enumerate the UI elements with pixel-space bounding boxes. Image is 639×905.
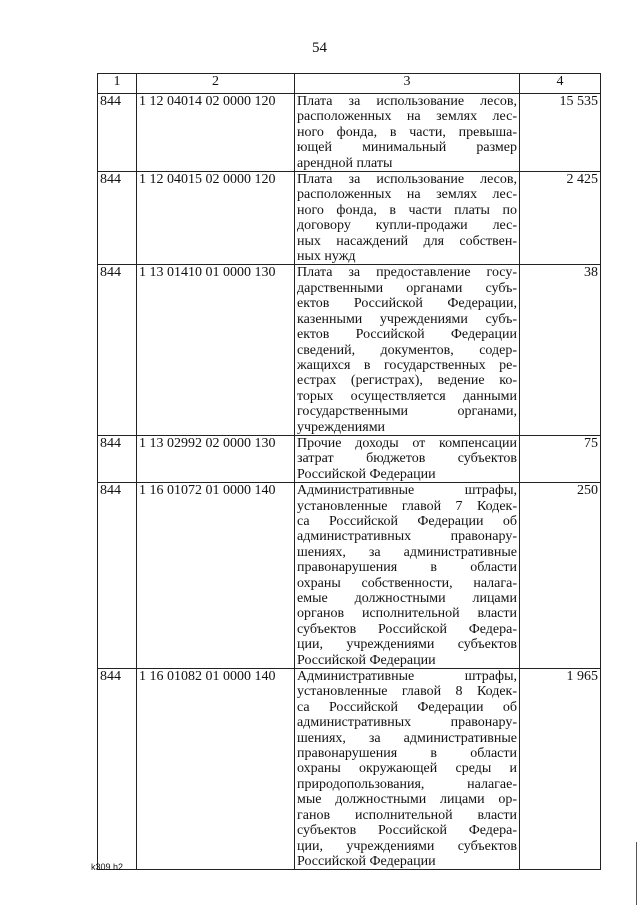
table-row xyxy=(98,172,601,265)
description-line: природопользования, налагае- xyxy=(297,776,517,792)
revenue-description-cell xyxy=(295,265,520,435)
description-line: ного фонда, в части платы по xyxy=(297,202,517,218)
table-body xyxy=(98,94,601,870)
budget-classification-code-cell: 1 12 04014 02 0000 120 xyxy=(137,94,295,172)
description-line: ного фонда, в части, превыша- xyxy=(297,124,517,140)
table-row xyxy=(98,94,601,172)
description-line: правонарушения в области xyxy=(297,746,517,762)
description-line: арендной платы xyxy=(297,155,393,171)
description-line: административных правонару- xyxy=(297,529,517,545)
budget-classification-code-cell: 1 13 01410 01 0000 130 xyxy=(137,265,295,435)
revenue-description-cell xyxy=(295,483,520,669)
admin-code-cell: 844 xyxy=(98,435,137,482)
column-header-4: 4 xyxy=(520,74,601,94)
description-line: ектов Российской Федерации, xyxy=(297,296,517,312)
revenue-description-cell xyxy=(295,94,520,172)
description-line: субъектов Российской Федера- xyxy=(297,823,517,839)
budget-classification-code-cell: 1 16 01072 01 0000 140 xyxy=(137,483,295,669)
budget-revenue-table xyxy=(97,73,601,870)
description-line: ющей минимальный размер xyxy=(297,140,517,156)
description-line: договору купли-продажи лес- xyxy=(297,218,517,234)
budget-classification-code-cell: 1 16 01082 01 0000 140 xyxy=(137,669,295,870)
description-line: са Российской Федерации об xyxy=(297,699,517,715)
description-line: расположенных на землях лес- xyxy=(297,109,517,125)
description-line: Административные штрафы, xyxy=(297,483,517,499)
description-line: ных насаждений для собствен- xyxy=(297,233,517,249)
column-header-3: 3 xyxy=(295,74,520,94)
description-line: Административные штрафы, xyxy=(297,669,517,685)
description-line: дарственными органами субъ- xyxy=(297,280,517,296)
description-line: Плата за использование лесов, xyxy=(297,172,517,188)
admin-code-cell: 844 xyxy=(98,94,137,172)
description-line: ции, учреждениями субъектов xyxy=(297,637,517,653)
amount-cell: 75 xyxy=(520,435,601,482)
description-line: казенными учреждениями субъ- xyxy=(297,311,517,327)
description-line: административных правонару- xyxy=(297,715,517,731)
description-line: расположенных на землях лес- xyxy=(297,187,517,203)
description-line: правонарушения в области xyxy=(297,560,517,576)
description-line: установленные главой 7 Кодек- xyxy=(297,498,517,514)
description-line: шениях, за административные xyxy=(297,730,517,746)
description-line: субъектов Российской Федера- xyxy=(297,621,517,637)
admin-code-cell: 844 xyxy=(98,669,137,870)
budget-classification-code-cell: 1 13 02992 02 0000 130 xyxy=(137,435,295,482)
table-header-row xyxy=(98,74,601,94)
description-line: ганов исполнительной власти xyxy=(297,807,517,823)
revenue-description-cell xyxy=(295,172,520,265)
admin-code-cell: 844 xyxy=(98,172,137,265)
table-row xyxy=(98,483,601,669)
description-line: торых осуществляется данными xyxy=(297,388,517,404)
description-line: учреждениями xyxy=(297,419,386,435)
description-line: естрах (регистрах), ведение ко- xyxy=(297,373,517,389)
table-row xyxy=(98,669,601,870)
description-line: Российской Федерации xyxy=(297,652,436,668)
amount-cell: 2 425 xyxy=(520,172,601,265)
description-line: установленные главой 8 Кодек- xyxy=(297,684,517,700)
page-number: 54 xyxy=(312,40,327,56)
column-header-2: 2 xyxy=(137,74,295,94)
description-line: государственными органами, xyxy=(297,404,517,420)
description-line: Российской Федерации xyxy=(297,466,436,482)
admin-code-cell: 844 xyxy=(98,483,137,669)
description-line: емые должностными лицами xyxy=(297,591,517,606)
description-line: са Российской Федерации об xyxy=(297,513,517,529)
revenue-description-cell xyxy=(295,669,520,870)
description-line: охраны собственности, налага- xyxy=(297,575,517,591)
description-line: Плата за предоставление госу- xyxy=(297,265,517,281)
description-line: ных нужд xyxy=(297,249,356,265)
description-line: шениях, за административные xyxy=(297,544,517,560)
table-row xyxy=(98,435,601,482)
description-line: охраны окружающей среды и xyxy=(297,761,517,777)
revenue-description-cell xyxy=(295,435,520,482)
amount-cell: 250 xyxy=(520,483,601,669)
description-line: ции, учреждениями субъектов xyxy=(297,838,517,854)
table-row xyxy=(98,265,601,435)
description-line: Плата за использование лесов, xyxy=(297,94,517,109)
amount-cell: 15 535 xyxy=(520,94,601,172)
amount-cell: 1 965 xyxy=(520,669,601,870)
description-line: органов исполнительной власти xyxy=(297,606,517,622)
amount-cell: 38 xyxy=(520,265,601,435)
admin-code-cell: 844 xyxy=(98,265,137,435)
description-line: Прочие доходы от компенсации xyxy=(297,435,517,451)
column-header-1: 1 xyxy=(98,74,137,94)
description-line: затрат бюджетов субъектов xyxy=(297,451,517,467)
footer-document-code: k309 h2 xyxy=(91,862,124,872)
description-line: сведений, документов, содер- xyxy=(297,342,517,358)
scan-edge-mark-top xyxy=(636,842,637,905)
description-line: жащихся в государственных ре- xyxy=(297,357,517,373)
budget-classification-code-cell: 1 12 04015 02 0000 120 xyxy=(137,172,295,265)
description-line: Российской Федерации xyxy=(297,853,436,869)
description-line: ектов Российской Федерации xyxy=(297,327,517,343)
description-line: мые должностными лицами ор- xyxy=(297,792,517,808)
